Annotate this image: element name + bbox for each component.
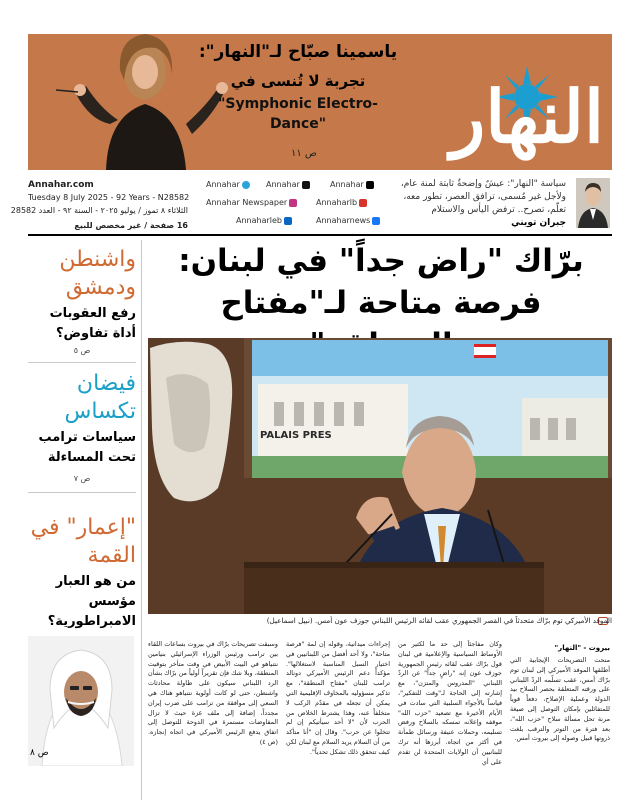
main-photo	[148, 338, 612, 614]
promo-subtitle: تجربة لا تُنسى في	[230, 72, 366, 90]
social-label: Annahar Newspaper	[206, 198, 288, 207]
facebook-icon	[372, 217, 380, 225]
article-byline: بيروت - "النهار"	[554, 644, 610, 652]
linkedin-icon	[284, 217, 292, 225]
tiktok-icon	[302, 181, 310, 189]
masthead-banner	[28, 34, 612, 170]
alabbar-portrait	[28, 636, 134, 766]
masthead-info-bar	[10, 174, 612, 236]
article-column-3: إجراءات ميدانية، وقوله إن لمة "فرصة متاحة"، ولا أحد أفضل من اللبنانيين في اختيار السبل المناسبة لاستغلالها". مؤكداً دعم الرئيس الأميركي دونالد ترامب للبنان "مفتاح المنطقة"، مع تذكير مسؤوليه بالمخاوف الإقليمية التي يمكن أن تجعله في مقدّم الركب لا متخلفاً عنه، وهذا يشترط الخلاص من الحرب لأن "لا أحد سيأتيكم إن لم تتخلوا عن حرب". وقال إن "أنا متأكد من أن السلام يريد السلام مع لبنان لكن كيف تتحقق ذلك تشكل تحدياً".	[286, 640, 390, 756]
photo-caption: الموفد الأميركي توم برّاك متحدثاً في القصر الجمهوري عقب لقائه الرئيس اللبناني جوزف عون أمس. (نبيل اسماعيل)	[266, 616, 612, 625]
date-box	[10, 180, 190, 230]
sidebar-page-emaar: ص ٨	[30, 748, 49, 758]
social-facebook[interactable]	[316, 216, 380, 225]
social-label: Annaharlb	[316, 198, 358, 207]
social-telegram[interactable]	[206, 180, 250, 189]
photo-sign-text: PALAIS PRES	[260, 430, 332, 441]
sidebar-title-emaar[interactable]: "إعمار" في القمة	[30, 515, 136, 568]
promo-english-title: "Symphonic Electro-Dance"	[218, 96, 378, 132]
social-label: Annaharleb	[236, 216, 282, 225]
article-column-1: منحت التصريحات الإيجابية التي أطلقها الموفد الأميركي إلى لبنان توم برّاك أمس، عقب تسلّمه الردّ اللبناني على ورقته المتعلقة بحصر السلاح بيد الدولة وعملية الإصلاح، دفعاً قوياً للمتفائلين بإمكان التوصل إلى صيغة مرنة تحل مسألة سلاح "حزب الله"، بعد فترة من التوتر والترقب بلغت ذروتها قبيل وصوله إلى بيروت أمس.	[510, 656, 610, 743]
social-instagram[interactable]	[206, 198, 297, 207]
social-label: Annaharnews	[316, 216, 371, 225]
x-icon	[366, 181, 374, 189]
editorial-motto: سياسة "النهار": عيشٌ وإضحةٌ ثابتة لمنة عام، ولأجل غير مُسمى، ترافق العصر، تطور معه، تعلّم، تصرح.. ترفض اليأس والاستلام	[400, 179, 566, 215]
article-column-2: وكان مفاجئاً إلى حد ما لكثير من الأوساط السياسية والإعلامية في لبنان قول برّاك عقب لقائه رئيس الجمهورية جوزف عون إنه "راضٍ جداً" عن الردّ اللبناني "المدروس والمتزن"، مع إشارته إلى الحاجة لـ"وقت للتفكير"، قياساً بالأجواء السلبية التي سادت في الأيام الأخيرة مع تصعيد "حزب الله" موقفه وإعلانه تمسكه بالسلاح ورفض تسليمه، وحملات عنيفة ورسائل طمأنة في أكثر من اتجاه. أبرزها أنه ترك للبنانيين أن الولايات المتحدة لن تقدم على أي	[398, 640, 502, 766]
sidebar-page-washington: ص ٥	[73, 346, 91, 355]
sidebar-divider	[28, 362, 136, 363]
social-x[interactable]	[330, 180, 374, 189]
youtube-icon	[359, 199, 367, 207]
logo-wordmark: النهار	[450, 74, 604, 159]
headline-line-1: برّاك "راض جداً" في لبنان:	[178, 243, 584, 279]
social-label: Annahar	[266, 180, 300, 189]
social-label: Annahar	[206, 180, 240, 189]
headline-line-2: فرصة متاحة لـ"مفتاح	[220, 285, 542, 321]
annahar-logo	[424, 62, 604, 167]
social-links	[206, 180, 382, 230]
social-tiktok[interactable]	[266, 180, 310, 189]
sidebar-sub-texas[interactable]: سياسات ترامب تحت المساءلة	[38, 430, 136, 465]
page-count-price: 16 صفحة / غير مخصص للبيع	[74, 221, 188, 230]
instagram-icon	[289, 199, 297, 207]
masthead-rule	[28, 234, 612, 236]
promo-title: ياسمينا صبّاح لـ"النهار":	[198, 42, 398, 62]
column-divider	[141, 240, 142, 800]
sidebar-title-texas[interactable]: فيضان تكساس	[64, 371, 136, 424]
telegram-icon	[242, 181, 250, 189]
social-linkedin[interactable]	[236, 216, 292, 225]
sidebar-page-texas: ص ٧	[73, 474, 91, 483]
date-english: Tuesday 8 July 2025 - 92 Years - N28582	[28, 193, 190, 202]
date-arabic: الثلاثاء ٨ تموز / يوليو ٢٠٢٥ - السنة ٩٢ - العدد 28582	[10, 206, 188, 215]
sidebar-title-washington[interactable]: واشنطن ودمشق	[59, 247, 136, 300]
sidebar-sub-emaar[interactable]: من هو العبار مؤسس الامبراطورية؟	[47, 574, 136, 629]
author-portrait	[576, 178, 610, 228]
site-url[interactable]: Annahar.com	[28, 180, 94, 190]
article-column-4: وسبقت تصريحات برّاك في بيروت بساعات اللقاء بين ترامب ورئيس الوزراء الإسرائيلي بنيامين نتنياهو في البيت الأبيض في وقت متأخر بتوقيت المنطقة، وبلا شك فإن تقريراً أولياً من برّاك بشأن الرد اللبناني سيكون على طاولة محادثات واشنطن، حتى لو كانت أولوية نتنياهو هناك هي السعي إلى موافقة من ترامب على ضرب إيران مجدداً، إضافة إلى ملف غزة حيث لا تزال المفاوضات مستمرة في الدوحة للتوصل إلى اتفاق يدفع الرئيس الأميركي في اتجاه إنجازه. (ص ٤)	[148, 640, 278, 746]
social-youtube[interactable]	[316, 198, 367, 207]
sidebar-divider	[28, 492, 136, 493]
social-label: Annahar	[330, 180, 364, 189]
sidebar-sub-washington[interactable]: رفع العقوبات أداة تفاوض؟	[49, 306, 136, 341]
motto-author: جبران تويني	[511, 218, 566, 228]
promo-page-ref: ص ١١	[290, 148, 318, 159]
